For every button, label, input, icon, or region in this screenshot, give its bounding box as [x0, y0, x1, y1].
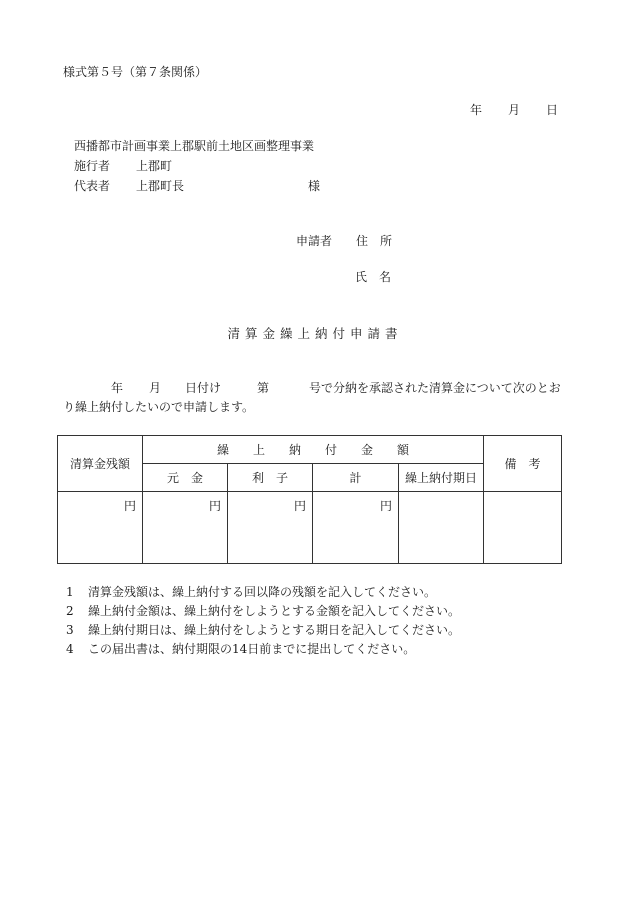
executor-value: 上郡町: [136, 159, 173, 173]
note-2: [66, 603, 460, 619]
representative-label: 代表者: [74, 179, 111, 193]
sub-interest-header: 利 子: [228, 464, 313, 492]
total-cell[interactable]: 円: [313, 492, 399, 564]
note-text: この届出書は、納付期限の14日前までに提出してください。: [88, 642, 416, 656]
balance-cell[interactable]: 円: [58, 492, 143, 564]
date-month: 月: [508, 103, 521, 117]
document-title: 清算金繰上納付申請書: [227, 326, 403, 341]
col-group-header: 繰 上 納 付 金 額: [143, 436, 484, 464]
form-number: 様式第５号（第７条関係）: [63, 65, 208, 79]
sub-principal-header: 元 金: [143, 464, 228, 492]
note-number: 4: [66, 642, 74, 656]
executor-row: [74, 158, 172, 174]
honorific: 様: [308, 179, 321, 193]
sub-due-header: 繰上納付期日: [399, 464, 484, 492]
remarks-cell[interactable]: [484, 492, 562, 564]
note-3: [66, 622, 460, 638]
body-year: 年: [111, 381, 124, 395]
date-day: 日: [546, 103, 559, 117]
date-line: [470, 102, 558, 118]
sub-total-header: 計: [313, 464, 399, 492]
representative-value: 上郡町長: [136, 179, 185, 193]
date-year: 年: [470, 103, 483, 117]
body-line-2: り繰上納付したいので申請します。: [63, 400, 255, 414]
interest-cell[interactable]: 円: [228, 492, 313, 564]
col-balance-header: 清算金残額: [58, 436, 143, 492]
note-number: 2: [66, 604, 74, 618]
payment-table: [57, 435, 562, 564]
applicant-name-label: 氏 名: [355, 270, 392, 284]
project-name: 西播都市計画事業上郡駅前土地区画整理事業: [74, 139, 315, 153]
body-day-dated: 日付け: [185, 381, 222, 395]
applicant-address-row: [296, 233, 392, 249]
body-dai: 第: [257, 381, 270, 395]
executor-label: 施行者: [74, 159, 111, 173]
address-label: 住 所: [356, 234, 393, 248]
note-1: [66, 584, 436, 600]
due-date-cell[interactable]: [399, 492, 484, 564]
applicant-label: 申請者: [296, 234, 333, 248]
note-4: [66, 641, 415, 657]
body-rest: 号で分納を承認された清算金について次のとお: [309, 381, 561, 395]
body-month: 月: [149, 381, 162, 395]
note-text: 清算金残額は、繰上納付する回以降の残額を記入してください。: [88, 585, 437, 599]
representative-row: [74, 178, 184, 194]
note-text: 繰上納付金額は、繰上納付をしようとする金額を記入してください。: [88, 604, 461, 618]
note-number: 3: [66, 623, 74, 637]
col-remarks-header: 備 考: [484, 436, 562, 492]
body-line-1: [63, 380, 561, 396]
note-number: 1: [66, 585, 74, 599]
principal-cell[interactable]: 円: [143, 492, 228, 564]
note-text: 繰上納付期日は、繰上納付をしようとする期日を記入してください。: [88, 623, 461, 637]
